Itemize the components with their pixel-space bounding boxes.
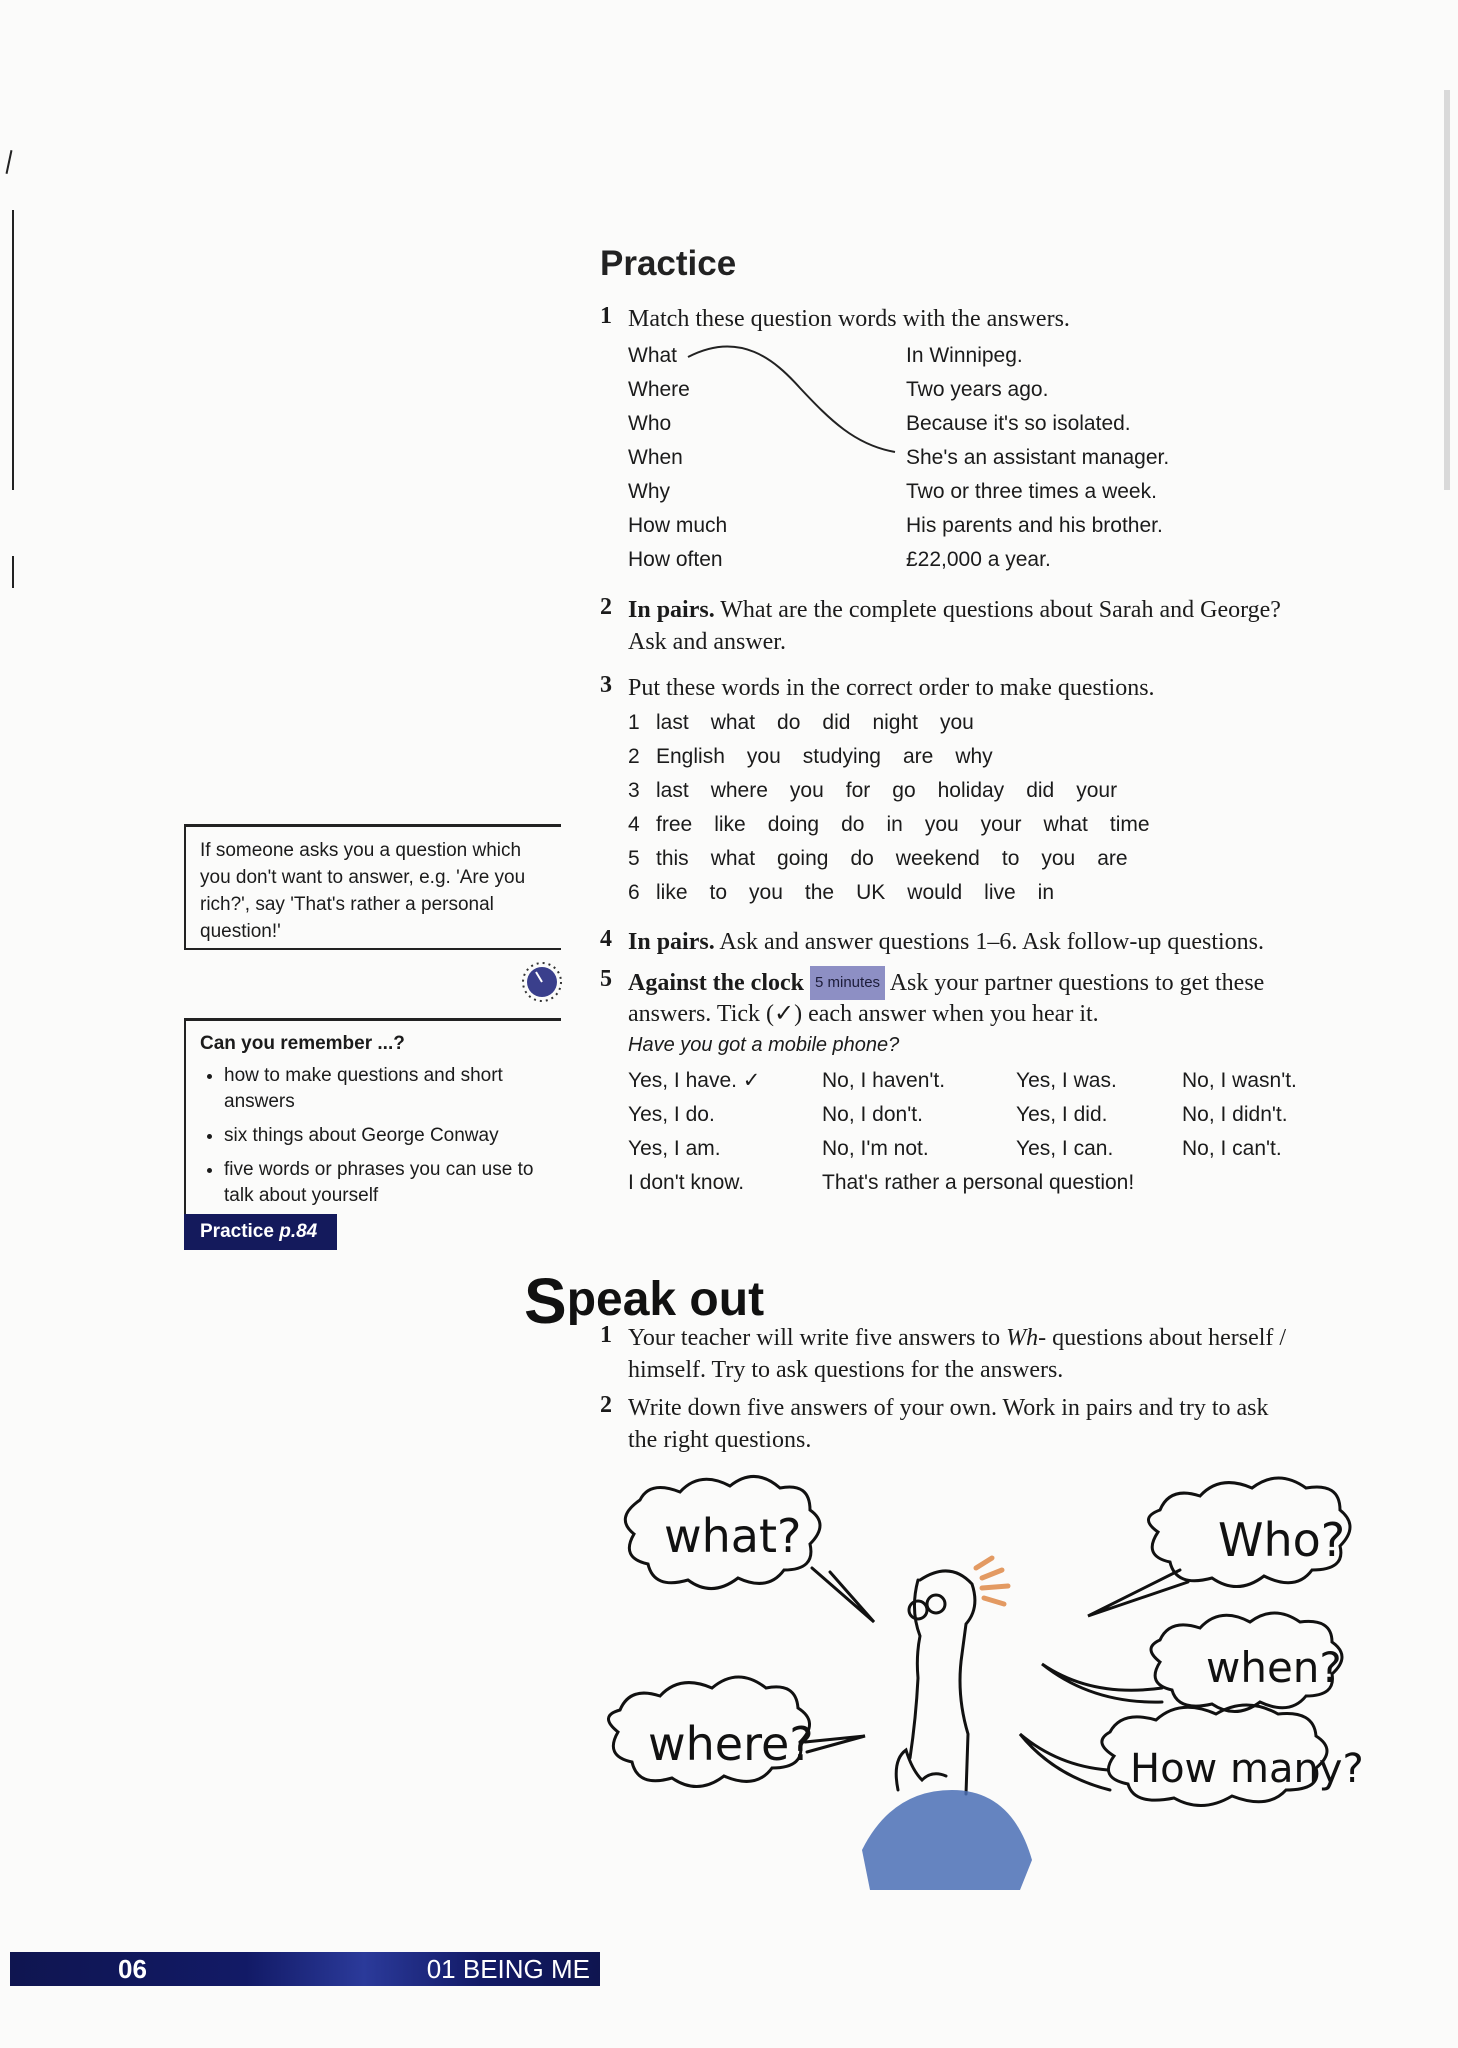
question-word: Who bbox=[628, 412, 672, 435]
scrambled-word: what bbox=[710, 847, 756, 870]
answer-item: His parents and his brother. bbox=[906, 514, 1163, 537]
clock-icon bbox=[520, 960, 564, 1004]
scrambled-word: last bbox=[656, 779, 689, 802]
question-word: How often bbox=[628, 548, 723, 571]
answer-option: I don't know. bbox=[628, 1171, 745, 1194]
scrambled-word: live bbox=[984, 881, 1016, 904]
hair-line bbox=[976, 1558, 992, 1568]
ex1-number: 1 bbox=[600, 303, 612, 329]
answers-list bbox=[906, 339, 1169, 577]
scrambled-word: go bbox=[892, 779, 916, 802]
ex5-text bbox=[628, 966, 1264, 1000]
word-when: when? bbox=[1206, 1643, 1342, 1692]
ex2-text2: Ask and answer. bbox=[628, 629, 786, 655]
question-word: Where bbox=[628, 378, 690, 401]
ex1-instruction: Match these question words with the answers. bbox=[628, 306, 1070, 332]
tip-text: If someone asks you a question which you don't want to answer, e.g. 'Are you rich?', say 'That's rather a personal question!' bbox=[200, 840, 526, 942]
row-number: 5 bbox=[628, 847, 640, 870]
remember-box bbox=[184, 1018, 561, 1218]
ex5-number: 5 bbox=[600, 966, 612, 992]
row-number: 6 bbox=[628, 881, 640, 904]
man-eye bbox=[909, 1601, 927, 1619]
scrambled-word: holiday bbox=[937, 779, 1005, 802]
answer-option: Yes, I have. ✓ bbox=[628, 1069, 761, 1092]
ex2-body: What are the complete questions about Sarah and George? bbox=[714, 597, 1281, 623]
scrambled-word: would bbox=[907, 881, 963, 904]
row-number: 1 bbox=[628, 711, 640, 734]
ex4-body: Ask and answer questions 1–6. Ask follow-up questions. bbox=[714, 929, 1265, 955]
page-footer bbox=[10, 1952, 600, 1986]
margin-mark bbox=[12, 210, 14, 490]
scrambled-word: in bbox=[1037, 881, 1055, 904]
remember-item: • how to make questions and short answers bbox=[224, 1063, 547, 1115]
speak1-b: questions about herself / bbox=[1046, 1325, 1287, 1351]
hair-line bbox=[984, 1598, 1004, 1604]
scrambled-word: what bbox=[1043, 813, 1088, 836]
speak2-text: Write down five answers of your own. Work in pairs and try to ask bbox=[628, 1395, 1269, 1421]
speak2-number: 2 bbox=[600, 1392, 612, 1418]
scrambled-word: to bbox=[1001, 847, 1020, 870]
scrambled-word: what bbox=[710, 711, 756, 734]
scrambled-word: are bbox=[902, 745, 934, 768]
practice-page-link[interactable] bbox=[184, 1214, 337, 1250]
answer-option: Yes, I do. bbox=[628, 1103, 715, 1126]
word-order-row bbox=[628, 842, 1150, 876]
scrambled-word: night bbox=[872, 711, 918, 734]
unit-title: 01 BEING ME bbox=[426, 1954, 590, 1984]
row-number: 3 bbox=[628, 779, 640, 802]
bubble-when-tail bbox=[1042, 1664, 1162, 1702]
scrambled-word: free bbox=[656, 813, 693, 836]
scrambled-word: do bbox=[841, 813, 865, 836]
word-what: what? bbox=[664, 1509, 802, 1563]
speak1-a: Your teacher will write five answers to bbox=[628, 1325, 1007, 1351]
match-line bbox=[680, 340, 920, 460]
answer-option: Yes, I am. bbox=[628, 1137, 721, 1160]
word-order-row bbox=[628, 774, 1139, 808]
ex2-bold: In pairs. bbox=[628, 597, 715, 623]
bubble-how-many-tail bbox=[1020, 1734, 1110, 1790]
bubble-who-tail bbox=[1088, 1570, 1188, 1616]
scrambled-word: doing bbox=[767, 813, 820, 836]
man-eye bbox=[927, 1595, 945, 1613]
ex3-number: 3 bbox=[600, 672, 612, 698]
scrambled-word: going bbox=[777, 847, 829, 870]
scrambled-word: this bbox=[656, 847, 689, 870]
question-word: What bbox=[628, 344, 678, 367]
bubble-where-tail bbox=[805, 1736, 865, 1752]
answer-item: She's an assistant manager. bbox=[906, 446, 1170, 469]
ex2-number: 2 bbox=[600, 594, 612, 620]
speak1-text bbox=[628, 1322, 1286, 1354]
answer-option: That's rather a personal question! bbox=[822, 1171, 1135, 1194]
ex5-body: Ask your partner questions to get these bbox=[885, 970, 1265, 996]
answer-item: Two years ago. bbox=[906, 378, 1049, 401]
scrambled-word: you bbox=[1041, 847, 1076, 870]
row-number: 2 bbox=[628, 745, 640, 768]
scrambled-word: your bbox=[980, 813, 1022, 836]
practice-link-page: p.84 bbox=[279, 1221, 318, 1242]
speak-out-heading bbox=[524, 1256, 765, 1337]
ex4-bold: In pairs. bbox=[628, 929, 715, 955]
answer-option: No, I haven't. bbox=[822, 1069, 946, 1092]
margin-mark bbox=[6, 150, 13, 174]
ex5-bold: Against the clock bbox=[628, 970, 804, 996]
scrambled-word: like bbox=[656, 881, 688, 904]
scrambled-word: last bbox=[656, 711, 689, 734]
scrambled-word: weekend bbox=[895, 847, 980, 870]
scrambled-word: do bbox=[777, 711, 801, 734]
hair-line bbox=[982, 1570, 1002, 1578]
ex5-example: Have you got a mobile phone? bbox=[628, 1034, 900, 1056]
tip-box bbox=[184, 824, 561, 950]
scrambled-word: in bbox=[886, 813, 903, 836]
question-word: When bbox=[628, 446, 683, 469]
scrambled-word: like bbox=[714, 813, 746, 836]
scrambled-word: for bbox=[845, 779, 871, 802]
speak1-number: 1 bbox=[600, 1322, 612, 1348]
hair-line bbox=[982, 1586, 1008, 1588]
speak1-text2: himself. Try to ask questions for the answers. bbox=[628, 1357, 1064, 1383]
ex5-text2: answers. Tick (✓) each answer when you hear it. bbox=[628, 1001, 1099, 1027]
scrambled-word: why bbox=[955, 745, 993, 768]
answer-option: No, I'm not. bbox=[822, 1137, 929, 1160]
word-how-many: How many? bbox=[1130, 1746, 1364, 1792]
scrambled-word: studying bbox=[802, 745, 881, 768]
answer-grid bbox=[628, 1064, 1328, 1204]
question-word: Why bbox=[628, 480, 670, 503]
answer-option: Yes, I did. bbox=[1016, 1103, 1108, 1126]
word-order-row bbox=[628, 706, 996, 740]
scrambled-word: you bbox=[924, 813, 959, 836]
word-order-row bbox=[628, 740, 1015, 774]
man-face bbox=[910, 1580, 920, 1758]
scrambled-word: time bbox=[1109, 813, 1150, 836]
scrambled-word: English bbox=[656, 745, 725, 768]
answer-item: Because it's so isolated. bbox=[906, 412, 1131, 435]
remember-item: • five words or phrases you can use to talk about yourself bbox=[224, 1157, 547, 1209]
answer-option: No, I can't. bbox=[1182, 1137, 1282, 1160]
word-order-row bbox=[628, 808, 1172, 842]
ex3-instruction: Put these words in the correct order to make questions. bbox=[628, 675, 1155, 701]
speak-out-initial: S bbox=[524, 1265, 567, 1337]
scrambled-word: do bbox=[850, 847, 874, 870]
answer-item: £22,000 a year. bbox=[906, 548, 1051, 571]
speak-out-rest: peak out bbox=[566, 1273, 765, 1326]
row-number: 4 bbox=[628, 813, 640, 836]
practice-link-label: Practice bbox=[200, 1221, 280, 1242]
scrambled-word: did bbox=[822, 711, 851, 734]
scrambled-word: where bbox=[710, 779, 768, 802]
answer-item: Two or three times a week. bbox=[906, 480, 1157, 503]
speak2-text2: the right questions. bbox=[628, 1427, 812, 1453]
remember-title: Can you remember ...? bbox=[200, 1033, 405, 1054]
word-who: Who? bbox=[1218, 1513, 1346, 1567]
ex4-text bbox=[628, 926, 1264, 958]
man-shirt bbox=[862, 1790, 1032, 1890]
word-where: where? bbox=[648, 1717, 814, 1771]
word-order-row bbox=[628, 876, 1076, 910]
scrambled-word: the bbox=[804, 881, 835, 904]
answer-option: No, I didn't. bbox=[1182, 1103, 1288, 1126]
margin-mark bbox=[12, 556, 14, 588]
scrambled-word: you bbox=[939, 711, 974, 734]
page-number: 06 bbox=[118, 1954, 147, 1984]
ex2-text bbox=[628, 594, 1281, 626]
answer-option: Yes, I can. bbox=[1016, 1137, 1114, 1160]
scrambled-word: your bbox=[1076, 779, 1118, 802]
speak1-em: Wh- bbox=[1006, 1325, 1047, 1351]
practice-heading: Practice bbox=[600, 244, 737, 283]
scrambled-word: did bbox=[1026, 779, 1055, 802]
question-word: How much bbox=[628, 514, 728, 537]
answer-option: No, I don't. bbox=[822, 1103, 923, 1126]
scrambled-word: you bbox=[789, 779, 824, 802]
time-badge: 5 minutes bbox=[810, 966, 885, 1000]
remember-list bbox=[200, 1063, 547, 1209]
scrambled-word: UK bbox=[856, 881, 886, 904]
answer-option: No, I wasn't. bbox=[1182, 1069, 1297, 1092]
margin-mark bbox=[1444, 90, 1450, 490]
thinking-man-cartoon bbox=[600, 1470, 1420, 1890]
match-line-path bbox=[688, 346, 895, 452]
scrambled-word: you bbox=[749, 881, 783, 904]
scrambled-word: to bbox=[709, 881, 728, 904]
remember-item: • six things about George Conway bbox=[224, 1123, 547, 1149]
answer-option: Yes, I was. bbox=[1016, 1069, 1117, 1092]
scrambled-word: are bbox=[1097, 847, 1128, 870]
man-hand bbox=[896, 1750, 946, 1790]
answer-item: In Winnipeg. bbox=[906, 344, 1023, 367]
ex4-number: 4 bbox=[600, 926, 612, 952]
bubble-what-tail bbox=[812, 1568, 874, 1622]
scrambled-word: you bbox=[746, 745, 781, 768]
